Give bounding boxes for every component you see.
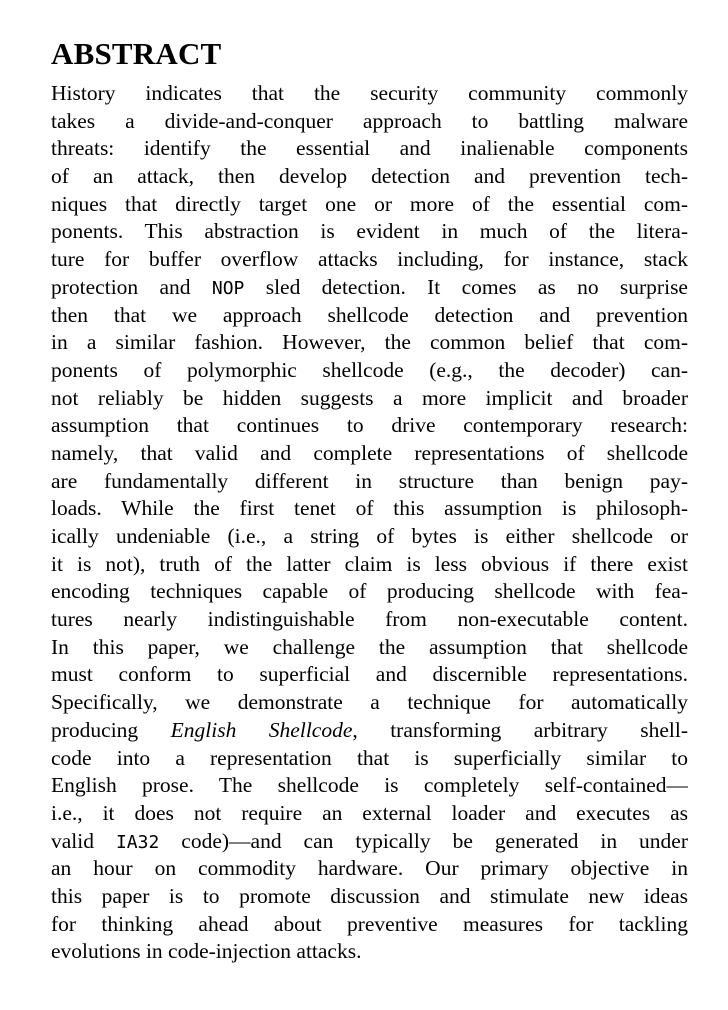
emphasized-term: English Shellcode xyxy=(170,717,353,742)
abstract-line xyxy=(51,191,688,219)
abstract-line xyxy=(51,551,688,579)
abstract-line xyxy=(51,883,688,911)
abstract-line xyxy=(51,800,688,828)
text-run: valid xyxy=(51,828,116,853)
abstract-line xyxy=(51,828,688,856)
abstract-line xyxy=(51,412,688,440)
text-run: namely, that valid and complete representations of shellcode xyxy=(51,440,688,465)
text-run: threats: identify the essential and inalienable components xyxy=(51,136,688,161)
abstract-line xyxy=(51,218,688,246)
text-run: In this paper, we challenge the assumption that shellcode xyxy=(51,634,688,659)
code-term: NOP xyxy=(211,277,245,299)
abstract-line xyxy=(51,634,688,662)
text-run: then that we approach shellcode detection and prevention xyxy=(51,302,688,327)
text-run: must conform to superficial and discernible representations. xyxy=(51,662,688,687)
text-run: code)—and can typically be generated in under xyxy=(159,828,688,853)
section-heading: ABSTRACT xyxy=(51,36,222,71)
abstract-line xyxy=(51,440,688,468)
text-run: assumption that continues to drive contemporary research: xyxy=(51,413,688,438)
abstract-line xyxy=(51,163,688,191)
abstract-line xyxy=(51,468,688,496)
text-run: an hour on commodity hardware. Our primary objective in xyxy=(51,856,688,881)
code-term: IA32 xyxy=(115,831,160,853)
abstract-line xyxy=(51,246,688,274)
text-run: loads. While the first tenet of this assumption is philosoph- xyxy=(51,496,688,521)
text-run: it is not), truth of the latter claim is less obvious if there exist xyxy=(51,551,688,576)
text-run: ponents of polymorphic shellcode (e.g., the decoder) can- xyxy=(51,357,688,382)
text-run: this paper is to promote discussion and stimulate new ideas xyxy=(51,883,688,908)
abstract-line xyxy=(51,108,688,136)
text-run: ically undeniable (i.e., a string of bytes is either shellcode or xyxy=(51,524,688,548)
abstract-line xyxy=(51,661,688,689)
text-run: not reliably be hidden suggests a more implicit and broader xyxy=(51,385,688,410)
text-run: English prose. The shellcode is completely self-contained— xyxy=(51,773,688,798)
abstract-line xyxy=(51,745,688,773)
text-run: takes a divide-and-conquer approach to battling malware xyxy=(51,108,688,133)
abstract-line xyxy=(51,717,688,745)
text-run: sled detection. It comes as no surprise xyxy=(244,274,688,299)
text-run: niques that directly target one or more of the essential com- xyxy=(51,191,688,216)
text-run: in a similar fashion. However, the common belief that com- xyxy=(51,330,688,355)
text-run: are fundamentally different in structure than benign pay- xyxy=(51,468,688,493)
abstract-line xyxy=(51,578,688,606)
abstract-line xyxy=(51,772,688,800)
abstract-line xyxy=(51,274,688,302)
text-run: for thinking ahead about preventive measures for tackling xyxy=(51,911,688,936)
abstract-line xyxy=(51,302,688,330)
abstract-line xyxy=(51,855,688,883)
abstract-section xyxy=(51,36,688,966)
abstract-line xyxy=(51,357,688,385)
abstract-line xyxy=(51,911,688,939)
abstract-line xyxy=(51,689,688,717)
text-run: , transforming arbitrary shell- xyxy=(352,717,688,742)
abstract-body xyxy=(51,80,688,966)
abstract-line xyxy=(51,606,688,634)
text-run: Specifically, we demonstrate a technique for automatically xyxy=(51,690,688,715)
text-run: producing xyxy=(51,717,171,742)
abstract-line xyxy=(51,495,688,523)
abstract-line xyxy=(51,938,688,966)
text-run: evolutions in code-injection attacks. xyxy=(51,939,362,964)
text-run: History indicates that the security community commonly xyxy=(51,81,688,105)
abstract-line xyxy=(51,135,688,163)
text-run: ponents. This abstraction is evident in much of the litera- xyxy=(51,219,688,244)
text-run: encoding techniques capable of producing shellcode with fea- xyxy=(51,579,688,604)
text-run: tures nearly indistinguishable from non-executable content. xyxy=(51,607,688,632)
abstract-line xyxy=(51,523,688,551)
text-run: code into a representation that is superficially similar to xyxy=(51,745,688,770)
text-run: protection and xyxy=(51,274,212,299)
abstract-line xyxy=(51,80,688,108)
text-run: i.e., it does not require an external loader and executes as xyxy=(51,800,688,825)
text-run: of an attack, then develop detection and prevention tech- xyxy=(51,164,688,189)
text-run: ture for buffer overflow attacks including, for instance, stack xyxy=(51,247,688,272)
abstract-line xyxy=(51,329,688,357)
abstract-line xyxy=(51,385,688,413)
